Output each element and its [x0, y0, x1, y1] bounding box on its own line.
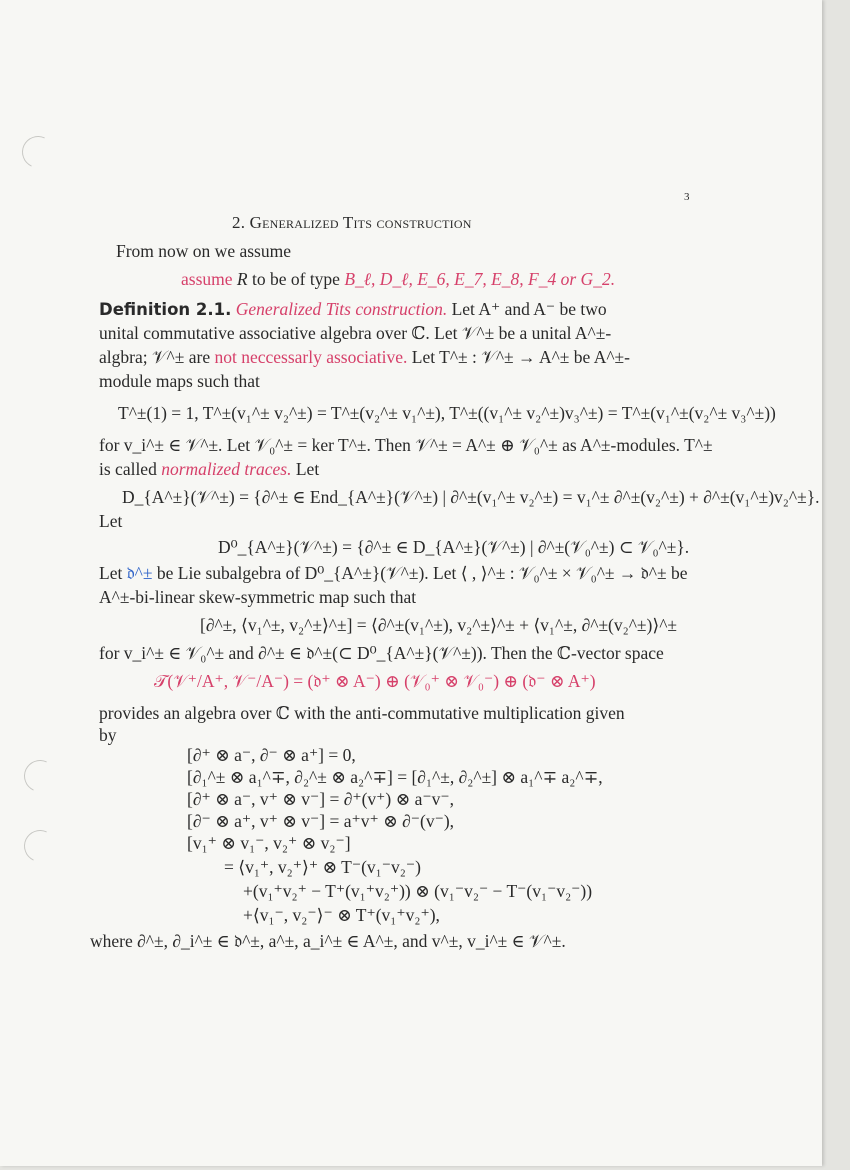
assumption-rest: to be of type [251, 269, 340, 289]
mult-rule-3: [∂⁺ ⊗ a⁻, v⁺ ⊗ v⁻] = ∂⁺(v⁺) ⊗ a⁻v⁻, [187, 789, 455, 809]
l6-red: normalized traces. [161, 459, 292, 479]
definition-line-10: for v_i^± ∈ 𝒱₀^± and ∂^± ∈ 𝔡^±(⊂ D⁰_{A^±}(𝒱^±)). Then the ℂ-vector space [99, 643, 664, 663]
punch-hole-mark [19, 755, 60, 796]
l3-b: Let T^± : 𝒱^± → A^± be A^±- [411, 347, 630, 367]
mult-rule-1: [∂⁺ ⊗ a⁻, ∂⁻ ⊗ a⁺] = 0, [187, 745, 356, 765]
assumption-types: B_ℓ, D_ℓ, E_6, E_7, E_8, F_4 or G_2. [344, 269, 616, 289]
definition-line-5: for v_i^± ∈ 𝒱^±. Let 𝒱₀^± = ker T^±. Then 𝒱^± = A^± ⊕ 𝒱₀^± as A^±-modules. T^± [99, 435, 713, 455]
definition-line-12: by [99, 725, 117, 745]
equation-derivations: D_{A^±}(𝒱^±) = {∂^± ∈ End_{A^±}(𝒱^±) | ∂^±(v₁^± v₂^±) = v₁^± ∂^±(v₂^±) + ∂^±(v₁^±)v₂^±}. [122, 487, 820, 507]
equation-bracket: [∂^±, ⟨v₁^±, v₂^±⟩^±] = ⟨∂^±(v₁^±), v₂^±⟩^± + ⟨v₁^±, ∂^±(v₂^±)⟩^± [200, 615, 678, 635]
punch-hole-mark [17, 131, 58, 172]
equation-tits-space: 𝒯(𝒱⁺/A⁺, 𝒱⁻/A⁻) = (𝔡⁺ ⊗ A⁻) ⊕ (𝒱₀⁺ ⊗ 𝒱₀⁻) ⊕ (𝔡⁻ ⊗ A⁺) [154, 671, 596, 691]
l6-b: Let [295, 459, 320, 479]
definition-line-7: Let [99, 511, 123, 531]
punch-hole-mark [19, 825, 60, 866]
definition-line-11: provides an algebra over ℂ with the anti-commutative multiplication given [99, 703, 625, 723]
mult-rule-6: = ⟨v₁⁺, v₂⁺⟩⁺ ⊗ T⁻(v₁⁻v₂⁻) [224, 857, 421, 877]
l3-red: not neccessarly associative. [214, 347, 408, 367]
definition-l1-tail: Let A⁺ and A⁻ be two [451, 299, 607, 319]
mult-rule-4: [∂⁻ ⊗ a⁺, v⁺ ⊗ v⁻] = a⁺v⁺ ⊗ ∂⁻(v⁻), [187, 811, 455, 831]
definition-line-8 [99, 562, 687, 584]
l3-a: algbra; 𝒱^± are [99, 347, 211, 367]
definition-line-4: module maps such that [99, 371, 260, 391]
section-title [232, 212, 472, 234]
mult-rule-2: [∂₁^± ⊗ a₁^∓, ∂₂^± ⊗ a₂^∓] = [∂₁^±, ∂₂^±] ⊗ a₁^∓ a₂^∓, [187, 767, 603, 787]
definition-line-9: A^±-bi-linear skew-symmetric map such that [99, 587, 417, 607]
intro-line: From now on we assume [116, 241, 291, 261]
l6-a: is called [99, 459, 157, 479]
l8-a: Let [99, 563, 123, 583]
mult-rule-7: +(v₁⁺v₂⁺ − T⁺(v₁⁺v₂⁺)) ⊗ (v₁⁻v₂⁻ − T⁻(v₁⁻v₂⁻)) [243, 881, 593, 901]
equation-trace-properties: T^±(1) = 1, T^±(v₁^± v₂^±) = T^±(v₂^± v₁^±), T^±((v₁^± v₂^±)v₃^±) = T^±(v₁^±(v₂^± v₃^±)) [118, 403, 776, 423]
section-title-text: Generalized Tits construction [249, 213, 472, 232]
mult-rule-5: [v₁⁺ ⊗ v₁⁻, v₂⁺ ⊗ v₂⁻] [187, 833, 351, 853]
definition-line-3 [99, 346, 630, 368]
section-number: 2. [232, 213, 246, 232]
definition-line-2: unital commutative associative algebra over ℂ. Let 𝒱^± be a unital A^±- [99, 323, 612, 343]
definition-line-1 [99, 298, 607, 321]
definition-label: Definition 2.1. [99, 300, 232, 319]
page-number: 3 [684, 191, 690, 203]
assumption-line: assume R to be of type B_ℓ, D_ℓ, E_6, E_7, E_8, F_4 or G_2. [181, 269, 616, 289]
equation-derivations-zero: D⁰_{A^±}(𝒱^±) = {∂^± ∈ D_{A^±}(𝒱^±) | ∂^±(𝒱₀^±) ⊂ 𝒱₀^±}. [218, 537, 690, 557]
definition-closing-line: where ∂^±, ∂_i^± ∈ 𝔡^±, a^±, a_i^± ∈ A^±, and v^±, v_i^± ∈ 𝒱^±. [90, 931, 566, 951]
assumption-prefix: assume [181, 269, 233, 289]
mult-rule-8: +⟨v₁⁻, v₂⁻⟩⁻ ⊗ T⁺(v₁⁺v₂⁺), [243, 905, 440, 925]
l8-b: be Lie subalgebra of D⁰_{A^±}(𝒱^±). Let ⟨ , ⟩^± : 𝒱₀^± × 𝒱₀^± → 𝔡^± be [156, 563, 688, 583]
l8-blue: 𝔡^± [126, 563, 153, 583]
definition-name: Generalized Tits construction. [235, 299, 448, 319]
definition-line-6 [99, 458, 319, 480]
